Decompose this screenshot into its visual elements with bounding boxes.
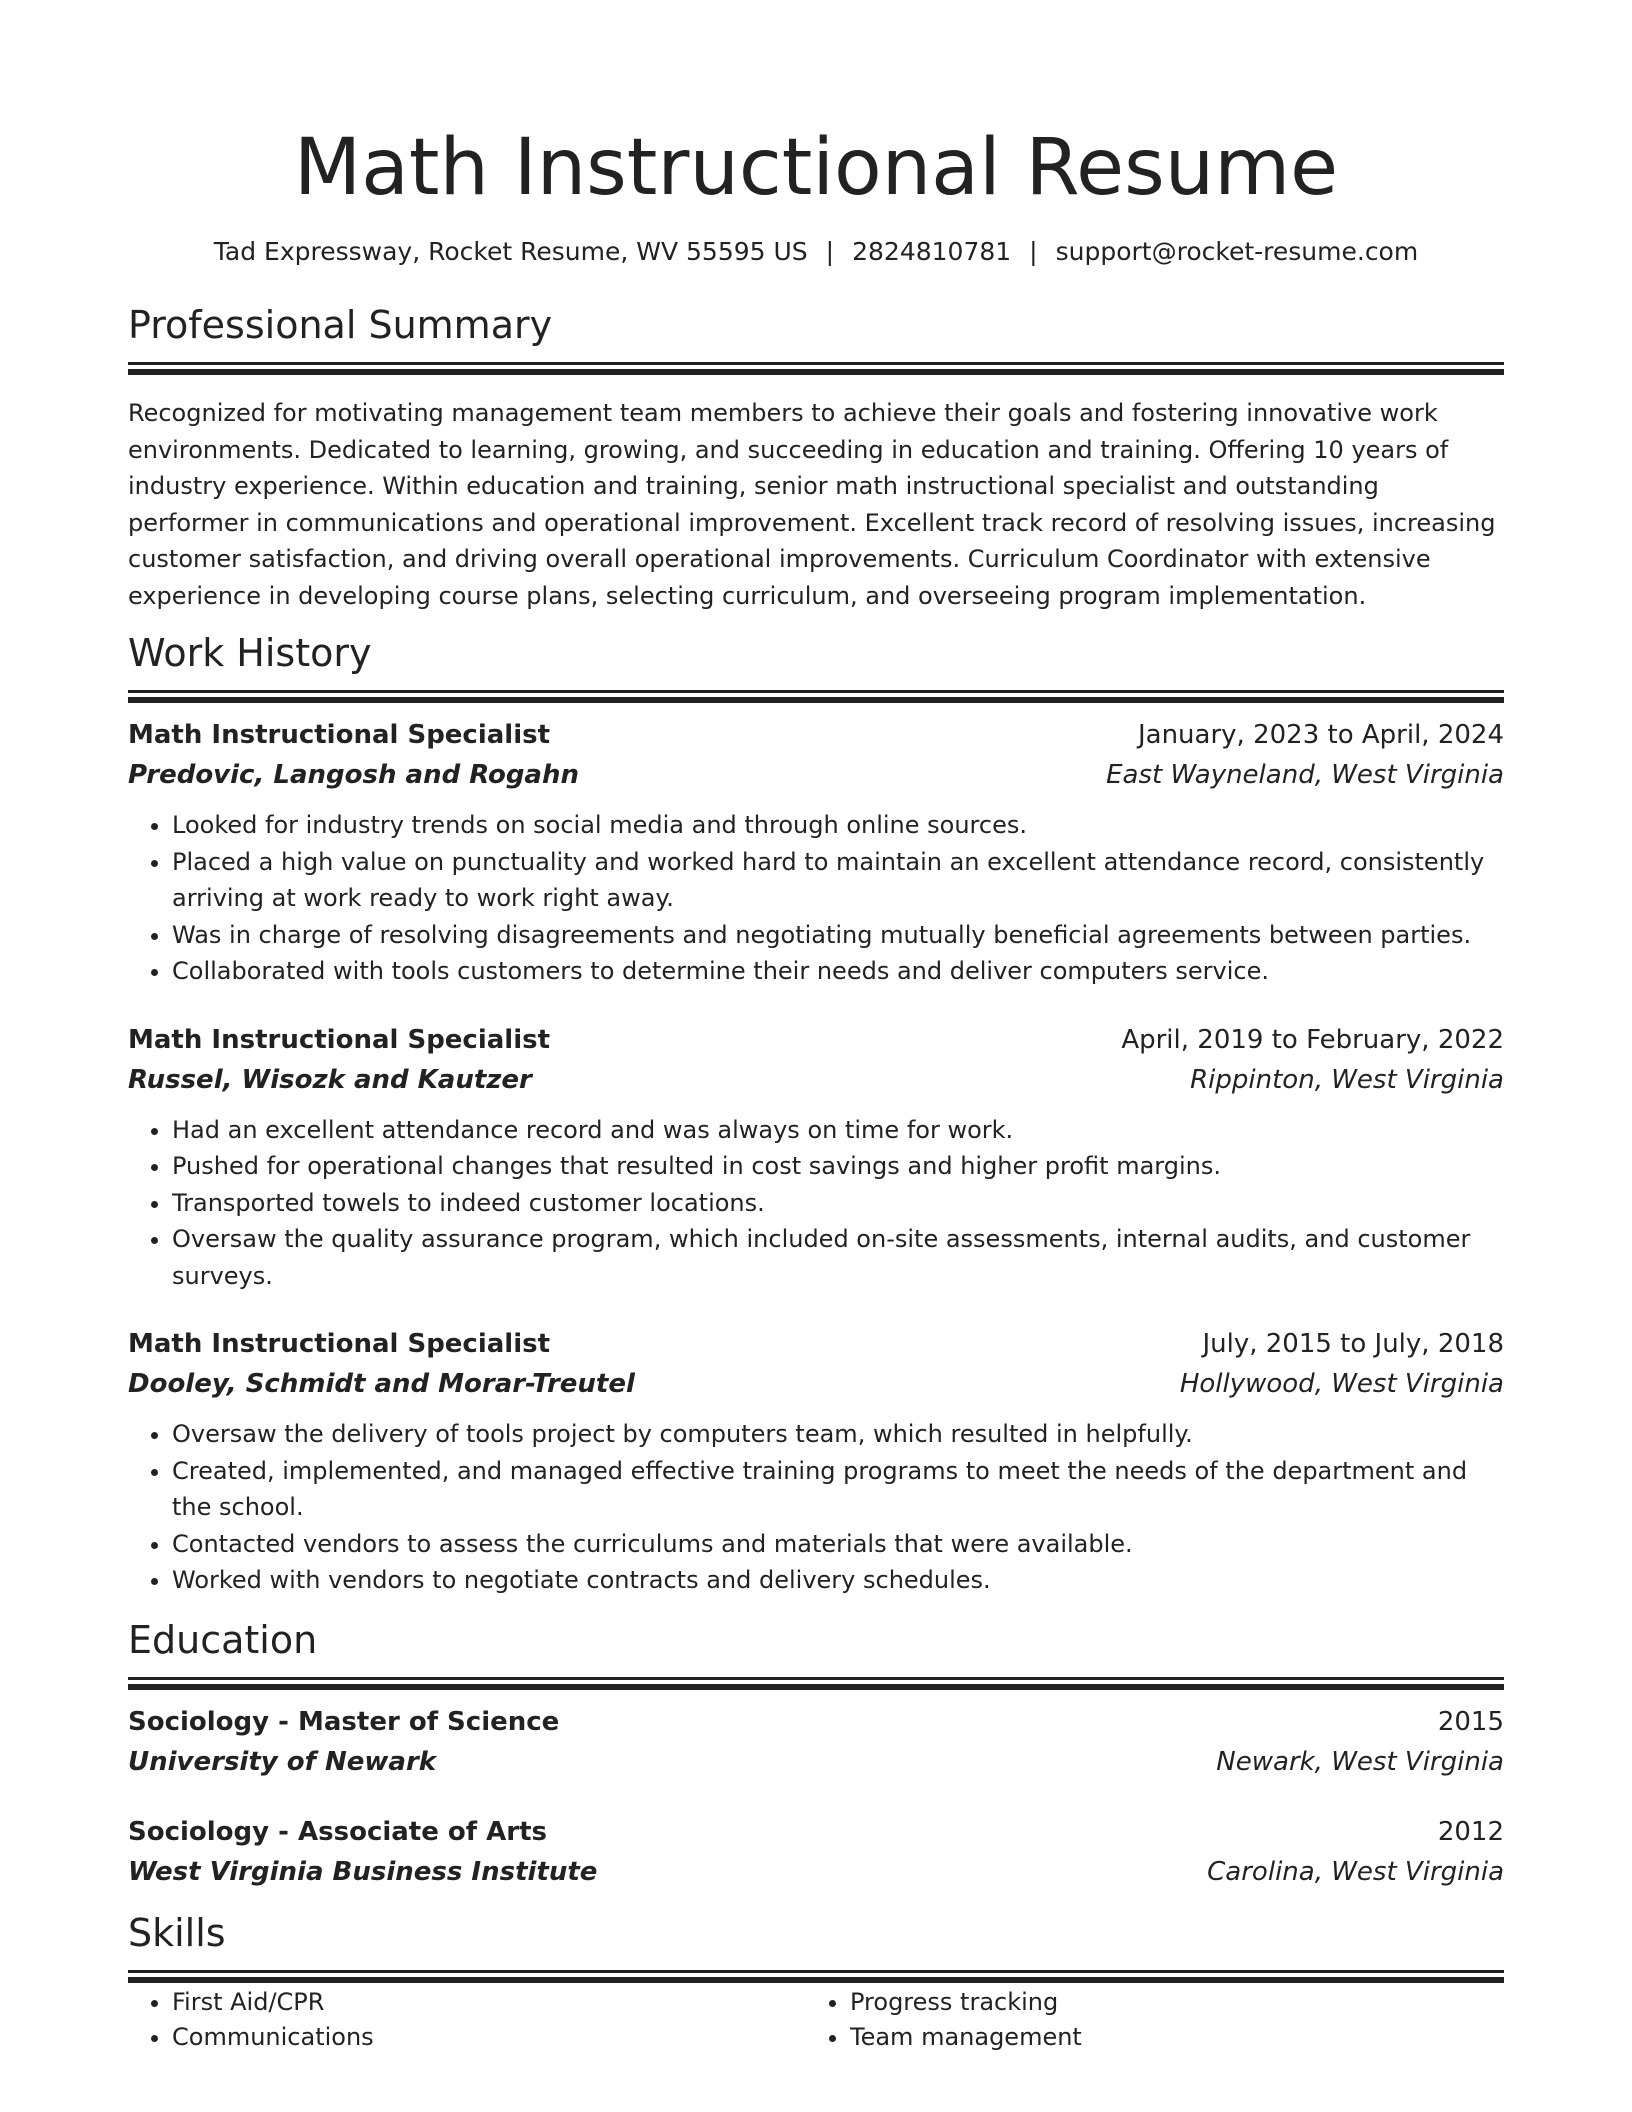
skill-item: • Progress tracking: [850, 1985, 1484, 2020]
education-section: [128, 1617, 1504, 1892]
education-entry: [128, 1812, 1504, 1892]
job-entry: [128, 1020, 1504, 1295]
section-heading-education: Education: [128, 1617, 318, 1662]
education-header-row: [128, 1702, 1504, 1742]
job-bullet: • Created, implemented, and managed effective training programs to meet the needs of the department and the school.: [172, 1453, 1504, 1526]
contact-line: [128, 236, 1504, 268]
section-divider: [128, 1677, 1504, 1680]
job-bullet: • Transported towels to indeed customer locations.: [172, 1185, 1504, 1222]
job-entry: [128, 1324, 1504, 1599]
job-bullet: • Pushed for operational changes that resulted in cost savings and higher profit margins.: [172, 1148, 1504, 1185]
education-school: University of Newark: [128, 1746, 437, 1777]
section-heading-skills: Skills: [128, 1910, 226, 1955]
skill-item: • Communications: [172, 2020, 806, 2055]
contact-separator: |: [1029, 237, 1038, 266]
job-entry: [128, 715, 1504, 990]
education-header-row: [128, 1812, 1504, 1852]
education-school: West Virginia Business Institute: [128, 1856, 598, 1887]
job-bullet: • Had an excellent attendance record and was always on time for work.: [172, 1112, 1504, 1149]
job-title: Math Instructional Specialist: [128, 1329, 551, 1359]
job-dates: July, 2015 to July, 2018: [1202, 1329, 1504, 1359]
resume-page: [128, 0, 1504, 2055]
contact-separator: |: [825, 237, 835, 266]
education-school-row: [128, 1742, 1504, 1782]
contact-phone: 2824810781: [852, 237, 1012, 266]
contact-address: Tad Expressway, Rocket Resume, WV 55595 US: [213, 237, 808, 266]
skills-section: [128, 1910, 1504, 2055]
job-bullet: • Oversaw the delivery of tools project by computers team, which resulted in helpfully.: [172, 1416, 1504, 1453]
job-bullet: • Placed a high value on punctuality and worked hard to maintain an excellent attendance record, consistently arriving at work ready to work right away.: [172, 844, 1504, 917]
summary-section: [128, 302, 1504, 614]
education-school-row: [128, 1852, 1504, 1892]
job-location: East Wayneland, West Virginia: [1106, 760, 1504, 790]
job-bullet: • Contacted vendors to assess the curriculums and materials that were available.: [172, 1526, 1504, 1563]
job-dates: January, 2023 to April, 2024: [1137, 720, 1504, 750]
skill-item: • Team management: [850, 2020, 1484, 2055]
job-company-row: [128, 1060, 1504, 1100]
section-divider: [128, 362, 1504, 365]
section-heading-work: Work History: [128, 631, 372, 675]
skills-grid: [128, 1985, 1504, 2055]
work-section: [128, 630, 1504, 1599]
job-bullets: [128, 1112, 1504, 1295]
job-bullet: • Looked for industry trends on social media and through online sources.: [172, 807, 1504, 844]
job-header-row: [128, 715, 1504, 755]
skills-column-right: [806, 1985, 1484, 2055]
job-bullet: • Oversaw the quality assurance program, which included on-site assessments, internal audits, and customer surveys.: [172, 1221, 1504, 1294]
job-location: Hollywood, West Virginia: [1179, 1369, 1504, 1399]
education-location: Newark, West Virginia: [1216, 1746, 1504, 1777]
job-bullet: • Worked with vendors to negotiate contracts and delivery schedules.: [172, 1562, 1504, 1599]
education-degree: Sociology - Master of Science: [128, 1706, 560, 1737]
section-divider: [128, 690, 1504, 693]
skill-item: • First Aid/CPR: [172, 1985, 806, 2020]
job-header-row: [128, 1020, 1504, 1060]
summary-text: Recognized for motivating management team members to achieve their goals and fostering innovative work environments. Dedicated to learning, growing, and succeeding in education and training. Offering 10 years of industry experience. Within education and training, senior math instructional specialist and outstanding performer in communications and operational improvement. Excellent track record of resolving issues, increasing customer satisfaction, and driving overall operational improvements. Curriculum Coordinator with extensive experience in developing course plans, selecting curriculum, and overseeing program implementation.: [128, 399, 1496, 610]
education-year: 2012: [1437, 1816, 1504, 1847]
education-location: Carolina, West Virginia: [1207, 1856, 1504, 1887]
job-dates: April, 2019 to February, 2022: [1121, 1024, 1504, 1055]
job-header-row: [128, 1324, 1504, 1364]
job-bullets: [128, 1416, 1504, 1599]
job-company: Russel, Wisozk and Kautzer: [128, 1064, 532, 1095]
contact-email: support@rocket-resume.com: [1055, 237, 1419, 266]
job-title: Math Instructional Specialist: [128, 720, 551, 750]
section-divider: [128, 1970, 1504, 1973]
section-heading-summary: Professional Summary: [128, 303, 553, 347]
resume-title: Math Instructional Resume: [293, 123, 1339, 213]
education-year: 2015: [1437, 1706, 1504, 1737]
job-company-row: [128, 755, 1504, 795]
job-company-row: [128, 1364, 1504, 1404]
job-bullet: • Was in charge of resolving disagreements and negotiating mutually beneficial agreements between parties.: [172, 917, 1504, 954]
job-bullet: • Collaborated with tools customers to determine their needs and deliver computers service.: [172, 953, 1504, 990]
job-bullets: [128, 807, 1504, 990]
job-company: Dooley, Schmidt and Morar-Treutel: [128, 1369, 635, 1399]
education-entry: [128, 1702, 1504, 1782]
education-degree: Sociology - Associate of Arts: [128, 1816, 547, 1847]
job-location: Rippinton, West Virginia: [1190, 1064, 1504, 1095]
skills-column-left: [128, 1985, 806, 2055]
job-company: Predovic, Langosh and Rogahn: [128, 760, 580, 790]
job-title: Math Instructional Specialist: [128, 1024, 551, 1055]
